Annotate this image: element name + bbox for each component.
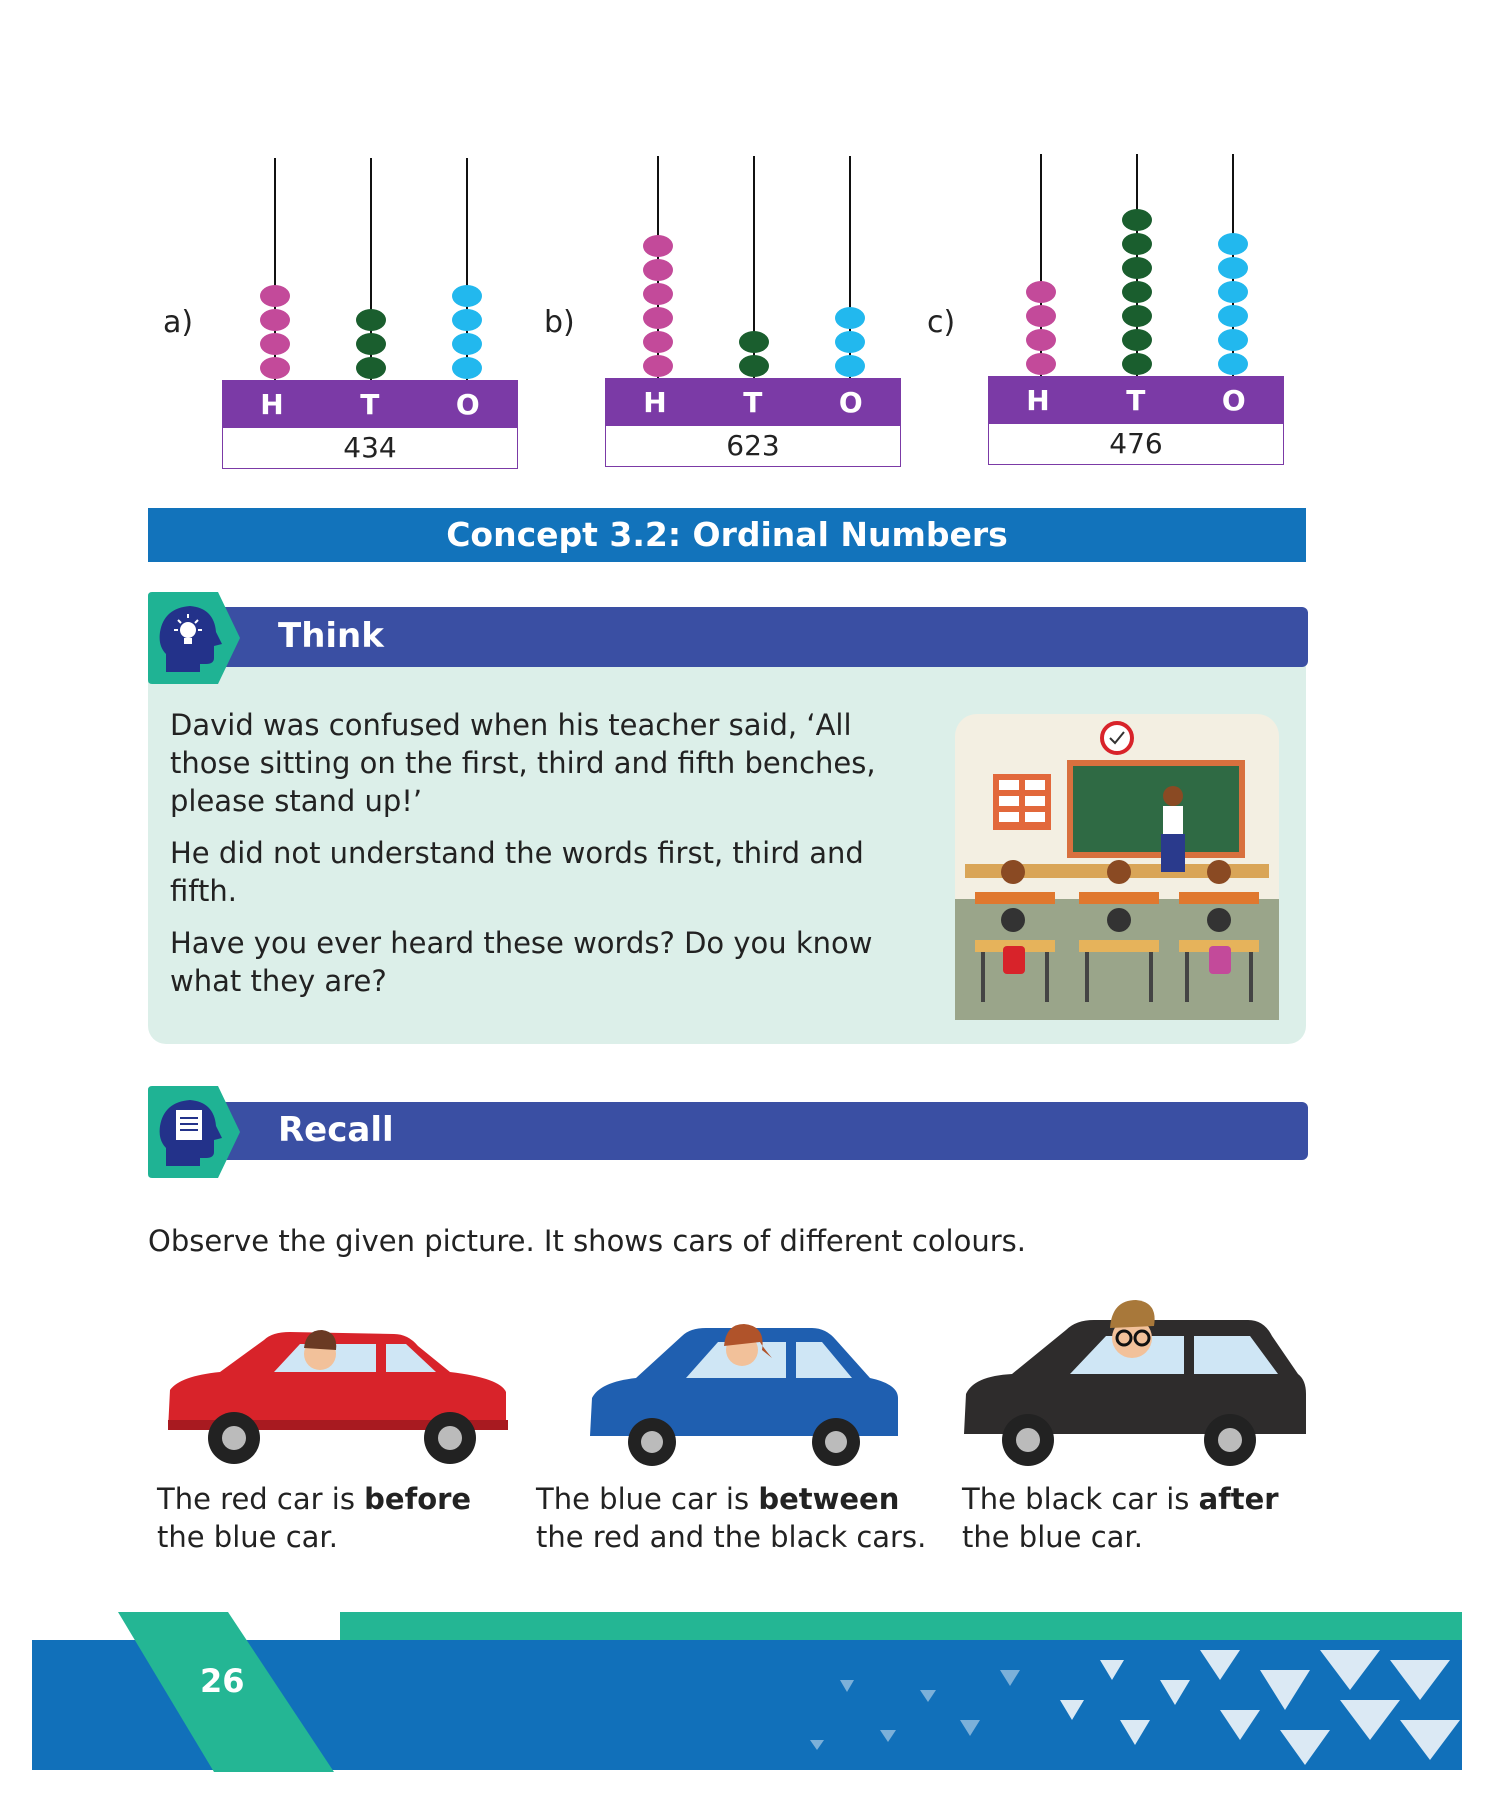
ones-bead — [452, 309, 482, 331]
abacus-number: 623 — [605, 426, 901, 467]
hundreds-bead — [260, 309, 290, 331]
ones-bead — [1218, 305, 1248, 327]
tens-bead — [739, 331, 769, 353]
tens-bead — [1122, 209, 1152, 231]
hundreds-bead — [260, 333, 290, 355]
blue-car-image — [586, 1306, 902, 1472]
caption-pre: The red car is — [157, 1482, 365, 1516]
hundreds-bead — [643, 259, 673, 281]
abacus-number: 476 — [988, 424, 1284, 465]
ones-bead — [1218, 329, 1248, 351]
place-value-base — [605, 378, 901, 426]
place-o: O — [1221, 383, 1246, 417]
hundreds-bead — [1026, 329, 1056, 351]
think-title: Think — [278, 616, 384, 656]
ones-bead — [835, 331, 865, 353]
caption-pre: The blue car is — [536, 1482, 759, 1516]
abacus-b-label: b) — [544, 305, 575, 340]
ones-bead — [452, 333, 482, 355]
hundreds-bead — [643, 331, 673, 353]
place-h: H — [1026, 383, 1050, 417]
abacus-c — [988, 154, 1288, 474]
caption-keyword: after — [1198, 1482, 1279, 1516]
tens-bead — [1122, 233, 1152, 255]
blue-car-caption — [536, 1480, 956, 1556]
ones-bead — [1218, 281, 1248, 303]
tens-bead — [356, 309, 386, 331]
ones-bead — [835, 307, 865, 329]
ones-bead — [835, 355, 865, 377]
black-car-image — [960, 1290, 1310, 1470]
recall-title: Recall — [278, 1110, 394, 1150]
caption-keyword: before — [364, 1482, 472, 1516]
hundreds-bead — [260, 285, 290, 307]
abacus-a-label: a) — [163, 305, 194, 340]
think-paragraph-3: Have you ever heard these words? Do you know what they are? — [170, 926, 873, 998]
hundreds-bead — [643, 235, 673, 257]
concept-title: Concept 3.2: Ordinal Numbers — [148, 508, 1306, 562]
tens-bead — [356, 357, 386, 379]
abacus-c-label: c) — [927, 305, 956, 340]
place-value-base — [222, 380, 518, 428]
footer-teal-strip — [340, 1612, 1462, 1642]
place-t: T — [360, 387, 380, 421]
black-car-caption — [962, 1480, 1302, 1556]
hundreds-bead — [260, 357, 290, 379]
caption-post: the blue car. — [962, 1520, 1143, 1554]
tens-bead — [1122, 281, 1152, 303]
caption-post: the red and the black cars. — [536, 1520, 927, 1554]
place-h: H — [643, 385, 667, 419]
abacus-number: 434 — [222, 428, 518, 469]
place-t: T — [743, 385, 763, 419]
think-paragraph-1: David was confused when his teacher said, ‘All those sitting on the first, third and fifth benches, please stand up!’ — [170, 708, 876, 818]
hundreds-bead — [643, 355, 673, 377]
classroom-illustration — [955, 714, 1279, 1020]
caption-pre: The black car is — [962, 1482, 1199, 1516]
think-paragraph-2: He did not understand the words first, third and fifth. — [170, 836, 864, 908]
abacus-a — [222, 158, 522, 478]
tens-bead — [1122, 257, 1152, 279]
hundreds-bead — [1026, 281, 1056, 303]
footer-pattern — [700, 1640, 1462, 1770]
hundreds-bead — [1026, 305, 1056, 327]
think-header-bar — [206, 607, 1308, 667]
place-t: T — [1126, 383, 1146, 417]
hundreds-bead — [643, 307, 673, 329]
ones-bead — [1218, 257, 1248, 279]
ones-bead — [1218, 353, 1248, 375]
tens-bead — [739, 355, 769, 377]
place-o: O — [455, 387, 480, 421]
think-icon — [148, 592, 240, 684]
tens-bead — [1122, 353, 1152, 375]
ones-bead — [452, 357, 482, 379]
recall-header-bar — [206, 1102, 1308, 1160]
place-o: O — [838, 385, 863, 419]
hundreds-bead — [643, 283, 673, 305]
recall-intro: Observe the given picture. It shows cars of different colours. — [148, 1224, 1026, 1258]
red-car-caption — [157, 1480, 517, 1556]
place-h: H — [260, 387, 284, 421]
recall-icon — [148, 1086, 240, 1178]
page-number: 26 — [200, 1662, 245, 1700]
ones-bead — [452, 285, 482, 307]
red-car-image — [160, 1310, 512, 1472]
tens-bead — [1122, 305, 1152, 327]
abacus-b — [605, 156, 905, 476]
hundreds-bead — [1026, 353, 1056, 375]
tens-bead — [1122, 329, 1152, 351]
tens-bead — [356, 333, 386, 355]
caption-post: the blue car. — [157, 1520, 338, 1554]
place-value-base — [988, 376, 1284, 424]
caption-keyword: between — [758, 1482, 900, 1516]
ones-bead — [1218, 233, 1248, 255]
